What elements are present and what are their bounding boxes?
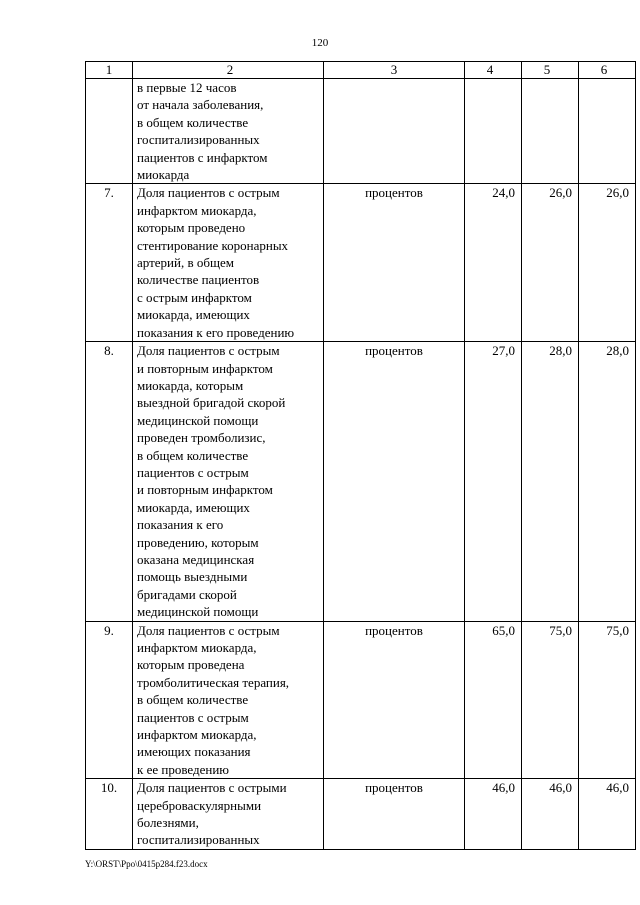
indicator-description-cell (133, 342, 324, 622)
description-line: которым проведена (137, 657, 245, 673)
description-line: к ее проведению (137, 761, 229, 777)
table-row (86, 342, 636, 622)
description-line: стентирование коронарных (137, 237, 289, 253)
description-line: в первые 12 часов (137, 80, 237, 95)
description-line: миокарда, имеющих (137, 499, 250, 515)
table-row (86, 621, 636, 779)
description-line: Доля пациентов с острым (137, 622, 280, 638)
row-number-cell: 7. (86, 184, 133, 342)
value-cell-6: 26,0 (579, 184, 636, 342)
value-cell-6 (579, 79, 636, 184)
description-line: миокарда, которым (137, 377, 244, 393)
indicator-description-cell (133, 184, 324, 342)
description-line: инфарктом миокарда, (137, 640, 257, 655)
value-cell-6: 46,0 (579, 779, 636, 850)
description-line: пациентов с острым (137, 464, 249, 480)
table-header-row (86, 62, 636, 79)
table-row (86, 779, 636, 850)
description-line: в общем количестве (137, 692, 249, 708)
description-line: инфарктом миокарда, (137, 727, 257, 743)
table-row (86, 184, 636, 342)
page-number: 120 (311, 37, 329, 49)
header-cell-6: 6 (579, 62, 636, 79)
header-cell-2: 2 (133, 62, 324, 79)
indicator-description-cell (133, 779, 324, 850)
description-line: и повторным инфарктом (137, 482, 273, 498)
unit-cell: процентов (324, 342, 465, 622)
table-row (86, 79, 636, 184)
description-line: в общем количестве (137, 114, 249, 130)
description-line: медицинской помощи (137, 604, 259, 620)
row-number-cell: 10. (86, 779, 133, 850)
description-line: госпитализированных (137, 832, 260, 848)
description-line: с острым инфарктом (137, 289, 252, 305)
unit-cell: процентов (324, 184, 465, 342)
indicators-table (85, 61, 636, 850)
description-line: показания к его проведению (137, 324, 295, 340)
value-cell-4: 65,0 (465, 621, 522, 779)
description-line: Доля пациентов с острыми (137, 780, 287, 796)
description-line: пациентов с острым (137, 709, 249, 725)
unit-cell (324, 79, 465, 184)
description-line: выездной бригадой скорой (137, 395, 286, 411)
value-cell-5: 75,0 (522, 621, 579, 779)
indicator-description-cell (133, 79, 324, 184)
description-line: бригадами скорой (137, 586, 237, 602)
description-line: количестве пациентов (137, 272, 260, 288)
header-cell-3: 3 (324, 62, 465, 79)
description-line: Доля пациентов с острым (137, 343, 280, 359)
description-line: проведен тромболизис, (137, 430, 266, 446)
value-cell-5: 46,0 (522, 779, 579, 850)
description-line: инфарктом миокарда, (137, 202, 257, 218)
description-line: в общем количестве (137, 447, 249, 463)
value-cell-4: 24,0 (465, 184, 522, 342)
indicator-description-cell (133, 621, 324, 779)
value-cell-6: 28,0 (579, 342, 636, 622)
header-cell-1: 1 (86, 62, 133, 79)
description-line: миокарда (137, 167, 190, 183)
file-path-footer: Y:\ORST\Ppo\0415p284.f23.docx (85, 859, 208, 869)
description-line: имеющих показания (137, 744, 251, 760)
description-line: от начала заболевания, (137, 97, 264, 113)
description-line: миокарда, имеющих (137, 307, 250, 323)
description-line: проведению, которым (137, 534, 259, 550)
description-line: помощь выездными (137, 569, 248, 585)
description-line: пациентов с инфарктом (137, 149, 268, 165)
value-cell-6: 75,0 (579, 621, 636, 779)
description-line: медицинской помощи (137, 412, 259, 428)
description-line: цереброваскулярными (137, 797, 262, 813)
description-line: госпитализированных (137, 132, 260, 148)
value-cell-5 (522, 79, 579, 184)
row-number-cell: 8. (86, 342, 133, 622)
description-line: болезнями, (137, 815, 199, 831)
value-cell-4: 27,0 (465, 342, 522, 622)
description-line: тромболитическая терапия, (137, 674, 290, 690)
value-cell-5: 26,0 (522, 184, 579, 342)
header-cell-4: 4 (465, 62, 522, 79)
description-line: оказана медицинская (137, 551, 255, 567)
description-line: которым проведено (137, 220, 246, 236)
row-number-cell: 9. (86, 621, 133, 779)
description-line: артерий, в общем (137, 255, 234, 271)
description-line: показания к его (137, 517, 224, 533)
description-line: Доля пациентов с острым (137, 185, 280, 201)
row-number-cell (86, 79, 133, 184)
description-line: и повторным инфарктом (137, 360, 273, 376)
value-cell-4 (465, 79, 522, 184)
header-cell-5: 5 (522, 62, 579, 79)
unit-cell: процентов (324, 621, 465, 779)
value-cell-4: 46,0 (465, 779, 522, 850)
value-cell-5: 28,0 (522, 342, 579, 622)
unit-cell: процентов (324, 779, 465, 850)
